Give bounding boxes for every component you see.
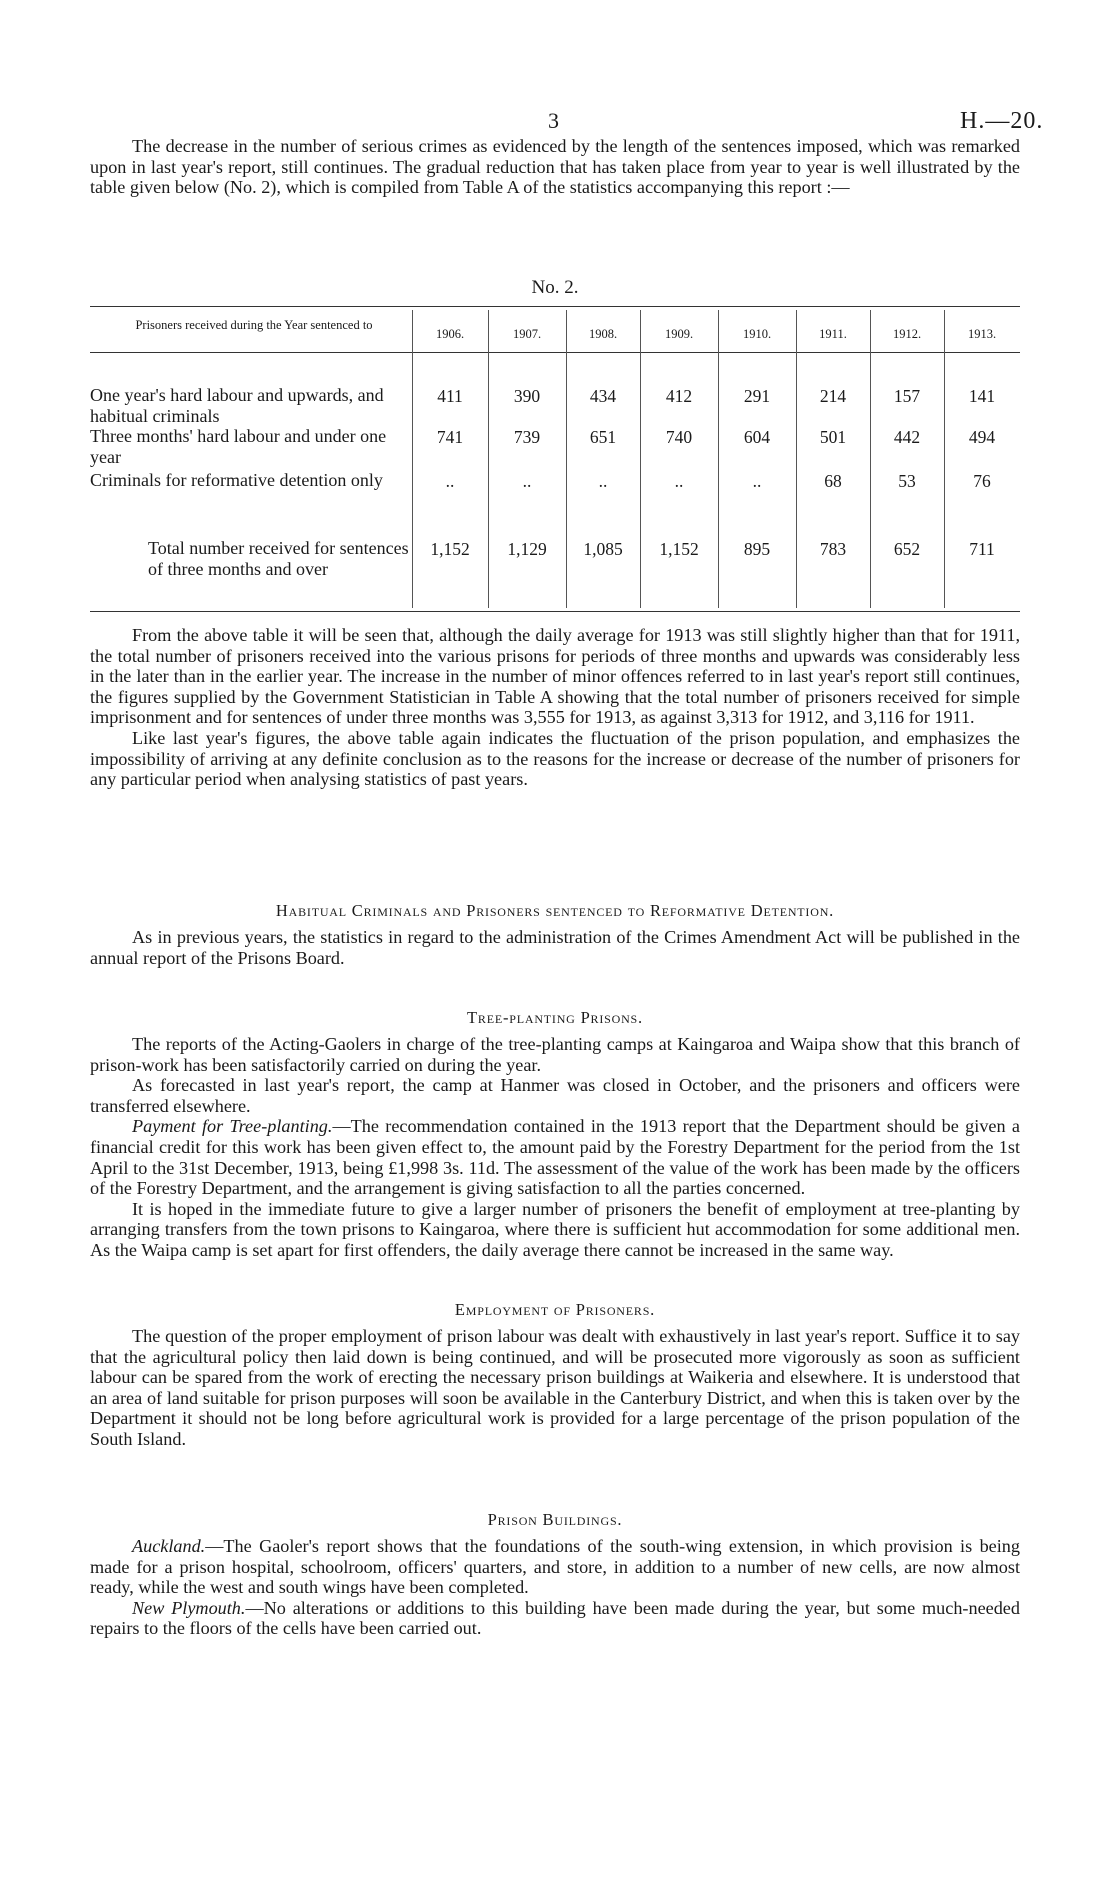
table-cell: .. [674, 471, 684, 491]
table-cell: .. [445, 471, 455, 491]
table-total-cell: 1,152 [430, 539, 470, 559]
table-column-divider [718, 310, 719, 608]
table-column-divider [944, 310, 945, 608]
table-cell: 442 [893, 427, 921, 447]
intro-paragraph: The decrease in the number of serious crimes as evidenced by the length of the sentences imposed, which was remarked upon in last year's report, still continues. The gradual reduction that has taken place from year to year is well illustrated by the table given below (No. 2), which is compiled from Table A of the statistics accompanying this report :— [90, 136, 1020, 198]
table-cell: 141 [968, 386, 996, 406]
table-header-label: Prisoners received during the Year sentenced to [135, 318, 373, 332]
tree-paragraph: The reports of the Acting-Gaolers in charge of the tree-planting camps at Kaingaroa and Waipa show that this branch of prison-work has been satisfactorily carried on during the year. [90, 1034, 1020, 1075]
table-year-header: 1906. [435, 327, 465, 341]
tree-planting-section-body [90, 1034, 1020, 1261]
document-reference: H.—20. [960, 108, 1044, 134]
table-year-header: 1910. [742, 327, 772, 341]
analysis-paragraph: From the above table it will be seen that, although the daily average for 1913 was still slightly higher than that for 1911, the total number of prisoners received into the various prisons for periods of three months and upwards was considerably less in the later than in the earlier year. The increase in the number of minor offences referred to in last year's report still continues, the figures supplied by the Government Statistician in Table A showing that the total number of prisoners received for simple imprisonment and for sentences of under three months was 3,555 for 1913, as against 3,313 for 1912, and 3,116 for 1911. [90, 625, 1020, 728]
payment-lead: Payment for Tree-planting. [132, 1116, 333, 1137]
section-heading-prison-buildings: Prison Buildings. [487, 1510, 623, 1529]
table-title: No. 2. [531, 277, 579, 298]
table-bottom-rule [90, 611, 1020, 612]
page-number: 3 [548, 108, 559, 133]
table-cell: 291 [743, 386, 771, 406]
table-cell: 53 [898, 471, 916, 491]
table-row-label: Criminals for reformative detention only [90, 470, 383, 490]
table-cell: 76 [973, 471, 991, 491]
auckland-text: —The Gaoler's report shows that the foundations of the south-wing extension, in which provision is being made for a prison hospital, schoolroom, officers' quarters, and store, in addition to a number of new cells, are now almost ready, while the west and south wings have been completed. [90, 1536, 1020, 1598]
auckland-lead: Auckland. [132, 1536, 206, 1556]
table-cell: 214 [819, 386, 847, 406]
table-total-cell: 895 [743, 539, 771, 559]
table-column-divider [566, 310, 567, 608]
employment-section-body [90, 1326, 1020, 1450]
tree-paragraph-payment [90, 1116, 1020, 1198]
table-cell: 157 [893, 386, 921, 406]
table-cell: 411 [437, 386, 463, 406]
analysis-paragraphs [90, 625, 1020, 790]
table-cell: 741 [436, 427, 464, 447]
table-year-header: 1908. [588, 327, 618, 341]
section-heading-tree-planting: Tree-planting Prisons. [467, 1008, 643, 1027]
table-header-rule [90, 352, 1020, 353]
new-plymouth-lead: New Plymouth. [132, 1597, 246, 1618]
table-year-header: 1911. [819, 327, 847, 341]
buildings-section-body [90, 1536, 1020, 1639]
table-column-divider [640, 310, 641, 608]
table-total-cell: 711 [969, 539, 995, 559]
table-cell: 390 [513, 386, 541, 406]
table-column-divider [796, 310, 797, 608]
section-heading-habitual: Habitual Criminals and Prisoners sentenced to Reformative Detention. [275, 901, 835, 920]
table-total-cell: 1,129 [507, 539, 547, 559]
table-total-label: Total number received for sentences of three months and over [148, 538, 409, 579]
table-cell: 739 [513, 427, 541, 447]
payment-text: —The recommendation contained in the 1913 report that the Department should be given a financial credit for this work has been given effect to, the amount paid by the Forestry Department for the period from the 1st April to the 31st December, 1913, being £1,998 3s. 11d. The assessment of the value of the work has been made by the officers of the Forestry Department, and the arrangement is giving satisfaction to all the parties concerned. [90, 1116, 1020, 1199]
habitual-section-body [90, 927, 1020, 968]
section-heading-employment: Employment of Prisoners. [454, 1300, 656, 1319]
table-row-label: One year's hard labour and upwards, and habitual criminals [90, 385, 384, 426]
table-cell: .. [522, 471, 532, 491]
table-cell: 501 [819, 427, 847, 447]
table-total-cell: 1,152 [659, 539, 699, 559]
table-cell: .. [752, 471, 762, 491]
table-column-divider [412, 310, 413, 608]
employment-paragraph: The question of the proper employment of prison labour was dealt with exhaustively in last year's report. Suffice it to say that the agricultural policy then laid down is being continued, and will be prosecuted more vigorously as soon as sufficient labour can be spared from the work of erecting the necessary prison buildings at Waikeria and elsewhere. It is understood that an area of land suitable for prison purposes will soon be available in the Canterbury District, and when this is taken over by the Department it should not be long before agricultural work is provided for a large percentage of the prison population of the South Island. [90, 1326, 1020, 1449]
table-cell: 604 [743, 427, 771, 447]
table-total-cell: 1,085 [583, 539, 623, 559]
table-year-header: 1907. [512, 327, 542, 341]
habitual-paragraph: As in previous years, the statistics in regard to the administration of the Crimes Amendment Act will be published in the annual report of the Prisons Board. [90, 927, 1020, 968]
table-cell: 68 [824, 471, 842, 491]
table-cell: 651 [589, 427, 617, 447]
table-row-label: Three months' hard labour and under one year [90, 426, 387, 467]
table-cell: 494 [968, 427, 996, 447]
table-cell: 434 [589, 386, 617, 406]
table-column-divider [488, 310, 489, 608]
tree-paragraph: It is hoped in the immediate future to give a larger number of prisoners the benefit of employment at tree-planting by arranging transfers from the town prisons to Kaingaroa, where there is sufficient hut accommodation for some additional men. As the Waipa camp is set apart for first offenders, the daily average there cannot be increased in the same way. [90, 1198, 1020, 1260]
new-plymouth-text: —No alterations or additions to this building have been made during the year, but some much-needed repairs to the floors of the cells have been carried out. [90, 1597, 1020, 1639]
analysis-paragraph: Like last year's figures, the above table again indicates the fluctuation of the prison population, and emphasizes the impossibility of arriving at any definite conclusion as to the reasons for the increase or decrease of the number of prisoners for any particular period when analysing statistics of past years. [90, 727, 1020, 790]
table-column-divider [870, 310, 871, 608]
table-year-header: 1912. [892, 327, 922, 341]
table-year-header: 1909. [664, 327, 694, 341]
table-year-header: 1913. [967, 327, 997, 341]
table-cell: .. [598, 471, 608, 491]
table-cell: 740 [665, 427, 693, 447]
tree-paragraph: As forecasted in last year's report, the camp at Hanmer was closed in October, and the prisoners and officers were transferred elsewhere. [90, 1075, 1020, 1116]
table-cell: 412 [665, 386, 693, 406]
buildings-paragraph-new-plymouth [90, 1598, 1020, 1639]
intro-paragraph-block [90, 136, 1020, 198]
table-total-cell: 783 [819, 539, 847, 559]
table-top-rule [90, 306, 1020, 307]
buildings-paragraph-auckland [90, 1536, 1020, 1598]
table-total-cell: 652 [893, 539, 921, 559]
